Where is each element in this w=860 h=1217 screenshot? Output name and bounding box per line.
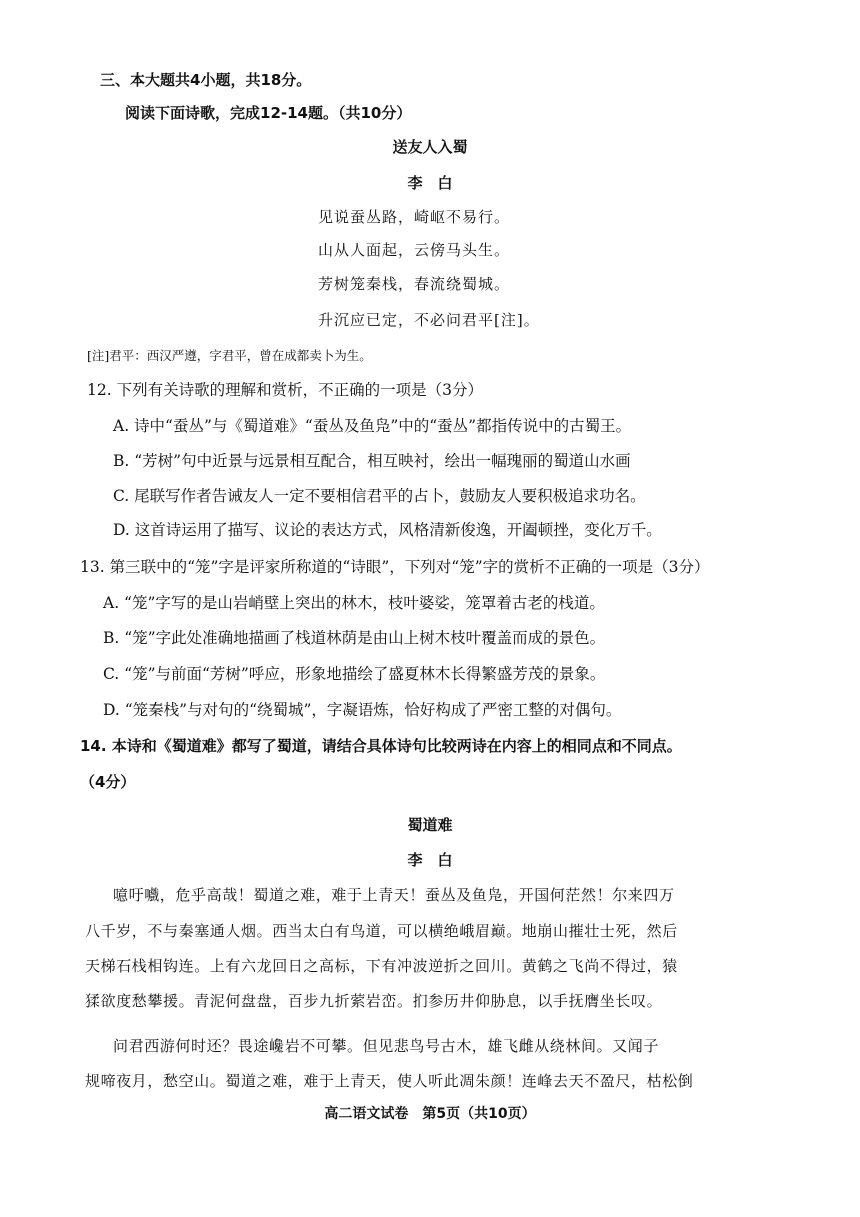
poem2-line-2: 八千岁，不与秦塞通人烟。西当太白有鸟道，可以横绝峨眉巅。地崩山摧壮士死，然后 — [85, 922, 678, 940]
question-13-option-c: C. “笼”与前面“芳树”呼应，形象地描绘了盛夏林木长得繁盛芳茂的景象。 — [103, 665, 606, 683]
question-13-option-d: D. “笼秦栈”与对句的“绕蜀城”，字凝语炼，恰好构成了严密工整的对偶句。 — [103, 701, 622, 719]
poem1-line-3: 芳树笼秦栈，春流绕蜀城。 — [318, 275, 511, 293]
poem1-line-1: 见说蚕丛路，崎岖不易行。 — [318, 208, 511, 226]
question-14-stem: 14. 本诗和《蜀道难》都写了蜀道，请结合具体诗句比较两诗在内容上的相同点和不同点。 — [80, 737, 682, 755]
question-12-option-a: A. 诗中“蚕丛”与《蜀道难》“蚕丛及鱼凫”中的“蚕丛”都指传说中的古蜀王。 — [113, 417, 632, 435]
poem1-line-2: 山从人面起，云傍马头生。 — [318, 241, 511, 259]
question-12-option-c: C. 尾联写作者告诫友人一定不要相信君平的占卜，鼓励友人要积极追求功名。 — [113, 487, 646, 505]
reading-instruction: 阅读下面诗歌，完成12-14题。（共10分） — [125, 104, 412, 122]
question-12-option-d: D. 这首诗运用了描写、议论的表达方式，风格清新俊逸，开阖顿挫，变化万千。 — [113, 521, 662, 539]
poem2-line-3: 天梯石栈相钩连。上有六龙回日之高标，下有冲波逆折之回川。黄鹤之飞尚不得过，猿 — [85, 957, 678, 975]
question-12-stem: 12. 下列有关诗歌的理解和赏析，不正确的一项是（3分） — [87, 381, 483, 399]
poem2-line-6: 规啼夜月，愁空山。蜀道之难，难于上青天，使人听此凋朱颜！连峰去天不盈尺，枯松倒 — [85, 1072, 694, 1090]
poem2-line-4: 猱欲度愁攀援。青泥何盘盘，百步九折萦岩峦。扪参历井仰胁息，以手抚膺坐长叹。 — [85, 992, 663, 1010]
poem2-line-1: 噫吁嚱，危乎高哉！蜀道之难，难于上青天！蚕丛及鱼凫，开国何茫然！尔来四万 — [113, 886, 675, 904]
poem1-author: 李 白 — [407, 174, 453, 192]
page-footer: 高二语文试卷 第5页（共10页） — [324, 1106, 536, 1122]
question-14-score: （4分） — [80, 773, 136, 791]
poem2-title: 蜀道难 — [407, 816, 453, 834]
poem1-title: 送友人入蜀 — [392, 138, 468, 156]
poem1-note: [注]君平：西汉严遵，字君平，曾在成都卖卜为生。 — [87, 348, 372, 363]
question-13-option-b: B. “笼”字此处准确地描画了栈道林荫是由山上树木枝叶覆盖而成的景色。 — [103, 629, 606, 647]
poem2-line-5: 问君西游何时还？畏途巉岩不可攀。但见悲鸟号古木，雄飞雌从绕林间。又闻子 — [113, 1037, 660, 1055]
section-header: 三、本大题共4小题，共18分。 — [100, 71, 312, 89]
poem2-author: 李 白 — [407, 851, 453, 869]
question-13-option-a: A. “笼”字写的是山岩峭壁上突出的林木，枝叶婆娑，笼罩着古老的栈道。 — [103, 594, 605, 612]
question-12-option-b: B. “芳树”句中近景与远景相互配合，相互映衬，绘出一幅瑰丽的蜀道山水画 — [113, 452, 631, 470]
poem1-line-4: 升沉应已定，不必问君平[注]。 — [318, 311, 540, 329]
question-13-stem: 13. 第三联中的“笼”字是评家所称道的“诗眼”，下列对“笼”字的赏析不正确的一项是（3分） — [80, 558, 710, 576]
